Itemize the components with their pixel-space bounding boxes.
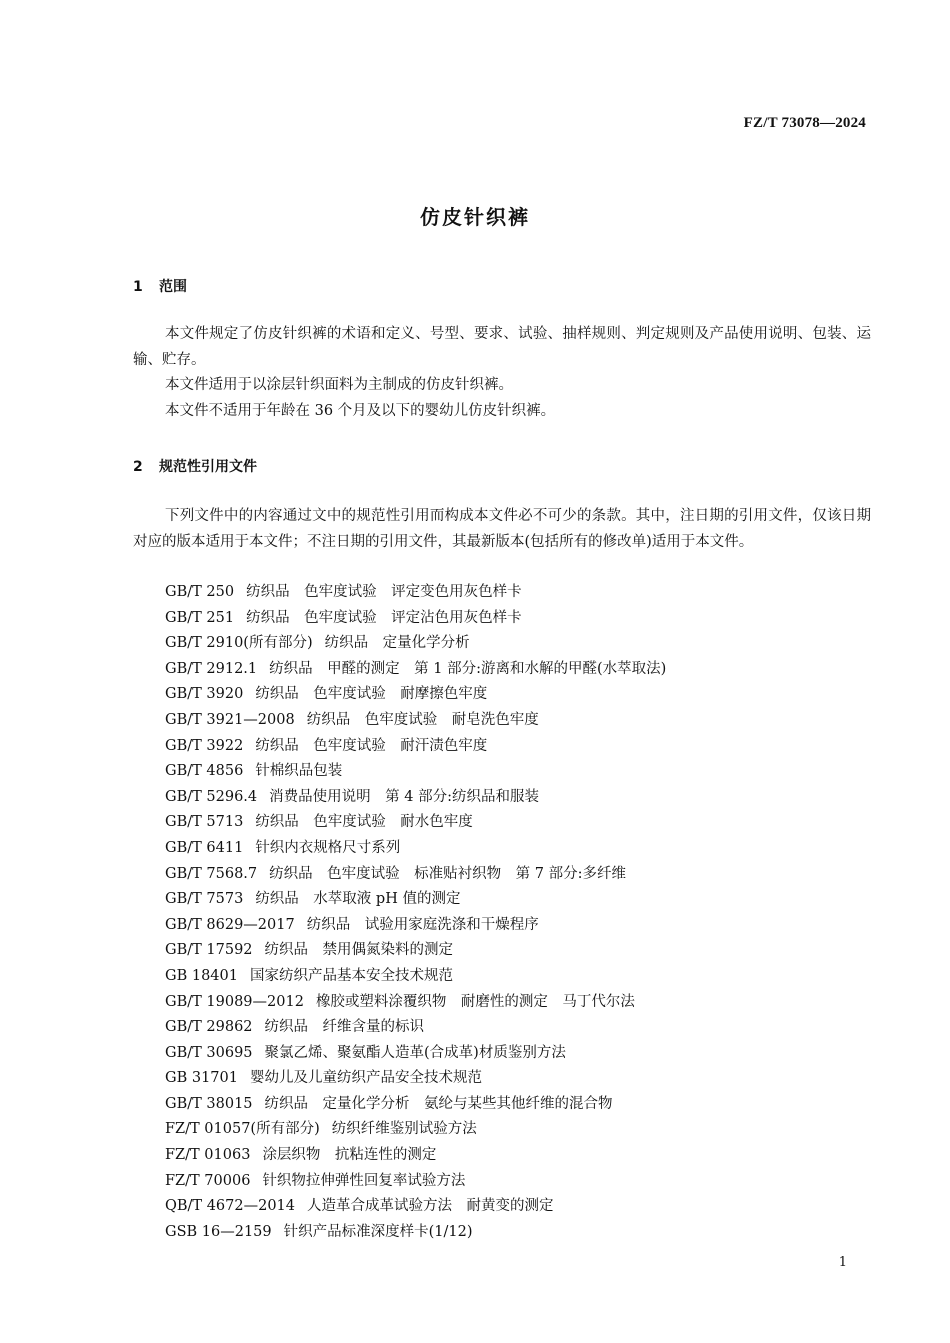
reference-code: GB/T 7573 (165, 891, 244, 908)
reference-item (165, 631, 666, 657)
reference-title: 纺织品 水萃取液 pH 值的测定 (255, 891, 461, 908)
reference-item (165, 708, 666, 734)
reference-title: 针织物拉伸弹性回复率试验方法 (262, 1172, 466, 1189)
reference-code: FZ/T 01063 (165, 1147, 251, 1164)
reference-item (165, 1015, 666, 1041)
reference-item (165, 759, 666, 785)
reference-item (165, 1143, 666, 1169)
reference-title: 纺织品 色牢度试验 耐摩擦色牢度 (255, 686, 488, 703)
reference-item (165, 1117, 666, 1143)
reference-code: GB/T 4856 (165, 763, 244, 780)
reference-title: 橡胶或塑料涂覆织物 耐磨性的测定 马丁代尔法 (315, 993, 635, 1010)
reference-code: GB 31701 (165, 1070, 238, 1087)
reference-item (165, 1066, 666, 1092)
reference-title: 针织产品标准深度样卡(1/12) (283, 1223, 473, 1240)
section-1-paragraph-1: 本文件规定了仿皮针织裤的术语和定义、号型、要求、试验、抽样规则、判定规则及产品使用说明、包装、运输、贮存。 (133, 326, 871, 368)
section-1-heading (133, 276, 187, 296)
reference-title: 纺织品 色牢度试验 耐皂洗色牢度 (306, 711, 539, 728)
section-1-paragraph-3: 本文件不适用于年龄在 36 个月及以下的婴幼儿仿皮针织裤。 (165, 403, 556, 419)
reference-code: GB/T 7568.7 (165, 865, 258, 882)
reference-item (165, 964, 666, 990)
reference-code: GB/T 19089—2012 (165, 993, 304, 1010)
reference-item (165, 1041, 666, 1067)
reference-item (165, 913, 666, 939)
section-1-number: 1 (133, 279, 143, 295)
reference-title: 纺织品 纤维含量的标识 (264, 1019, 425, 1036)
reference-item (165, 1220, 666, 1246)
reference-title: 针棉织品包装 (255, 763, 343, 780)
reference-code: GB/T 2912.1 (165, 660, 258, 677)
reference-item (165, 657, 666, 683)
reference-item (165, 1169, 666, 1195)
reference-code: GB/T 3920 (165, 686, 244, 703)
reference-title: 纺织品 定量化学分析 氨纶与某些其他纤维的混合物 (264, 1095, 613, 1112)
reference-code: GB/T 3921—2008 (165, 711, 295, 728)
page-number: 1 (838, 1255, 847, 1270)
reference-item (165, 1194, 666, 1220)
reference-item (165, 606, 666, 632)
reference-code: FZ/T 70006 (165, 1172, 251, 1189)
reference-code: GB/T 5296.4 (165, 788, 258, 805)
reference-code: GB 18401 (165, 967, 238, 984)
reference-title: 针织内衣规格尺寸系列 (255, 839, 401, 856)
reference-code: GB/T 5713 (165, 814, 244, 831)
reference-item (165, 734, 666, 760)
reference-code: GSB 16—2159 (165, 1223, 272, 1240)
reference-title: 国家纺织产品基本安全技术规范 (249, 967, 453, 984)
reference-item (165, 836, 666, 862)
reference-code: GB/T 3922 (165, 737, 244, 754)
reference-code: GB/T 8629—2017 (165, 916, 295, 933)
reference-code: GB/T 251 (165, 609, 235, 626)
reference-title: 纺织品 色牢度试验 耐水色牢度 (255, 814, 473, 831)
reference-item (165, 887, 666, 913)
reference-code: GB/T 250 (165, 584, 235, 600)
reference-code: GB/T 29862 (165, 1019, 253, 1036)
reference-title: 纺织品 定量化学分析 (324, 635, 470, 652)
reference-title: 婴幼儿及儿童纺织产品安全技术规范 (249, 1070, 482, 1087)
reference-item (165, 862, 666, 888)
reference-title: 纺织品 甲醛的测定 第 1 部分:游离和水解的甲醛(水萃取法) (269, 660, 667, 677)
reference-item (165, 785, 666, 811)
section-2-intro: 下列文件中的内容通过文中的规范性引用而构成本文件必不可少的条款。其中，注日期的引用文件，仅该日期对应的版本适用于本文件；不注日期的引用文件，其最新版本(包括所有的修改单)适用于本文件。 (133, 508, 871, 550)
reference-title: 消费品使用说明 第 4 部分:纺织品和服装 (269, 788, 539, 805)
reference-item (165, 990, 666, 1016)
reference-title: 人造革合成革试验方法 耐黄变的测定 (307, 1198, 554, 1215)
reference-code: GB/T 38015 (165, 1095, 253, 1112)
reference-title: 纺织品 色牢度试验 标准贴衬织物 第 7 部分:多纤维 (269, 865, 626, 882)
reference-item (165, 580, 666, 606)
reference-title: 纺织品 色牢度试验 评定变色用灰色样卡 (246, 584, 522, 600)
reference-title: 纺织品 试验用家庭洗涤和干燥程序 (306, 916, 539, 933)
section-2-number: 2 (133, 459, 143, 475)
section-2-title: 规范性引用文件 (159, 459, 257, 475)
reference-title: 纺织纤维鉴别试验方法 (331, 1121, 477, 1138)
reference-code: GB/T 2910(所有部分) (165, 635, 313, 652)
reference-title: 纺织品 色牢度试验 耐汗渍色牢度 (255, 737, 488, 754)
reference-code: GB/T 17592 (165, 942, 253, 959)
reference-item (165, 938, 666, 964)
standard-code: FZ/T 73078—2024 (743, 115, 866, 131)
reference-title: 涂层织物 抗粘连性的测定 (262, 1147, 437, 1164)
reference-code: FZ/T 01057(所有部分) (165, 1121, 320, 1138)
section-2-heading (133, 456, 257, 476)
section-1-title: 范围 (159, 279, 187, 295)
reference-item (165, 682, 666, 708)
reference-code: GB/T 6411 (165, 839, 244, 856)
section-1-paragraph-2: 本文件适用于以涂层针织面料为主制成的仿皮针织裤。 (165, 377, 513, 393)
reference-code: QB/T 4672—2014 (165, 1198, 296, 1215)
reference-title: 聚氯乙烯、聚氨酯人造革(合成革)材质鉴别方法 (264, 1044, 566, 1061)
normative-reference-list (165, 580, 666, 1245)
document-title: 仿皮针织裤 (420, 205, 530, 229)
reference-code: GB/T 30695 (165, 1044, 253, 1061)
reference-title: 纺织品 禁用偶氮染料的测定 (264, 942, 454, 959)
reference-item (165, 810, 666, 836)
reference-item (165, 1092, 666, 1118)
reference-title: 纺织品 色牢度试验 评定沾色用灰色样卡 (246, 609, 522, 626)
